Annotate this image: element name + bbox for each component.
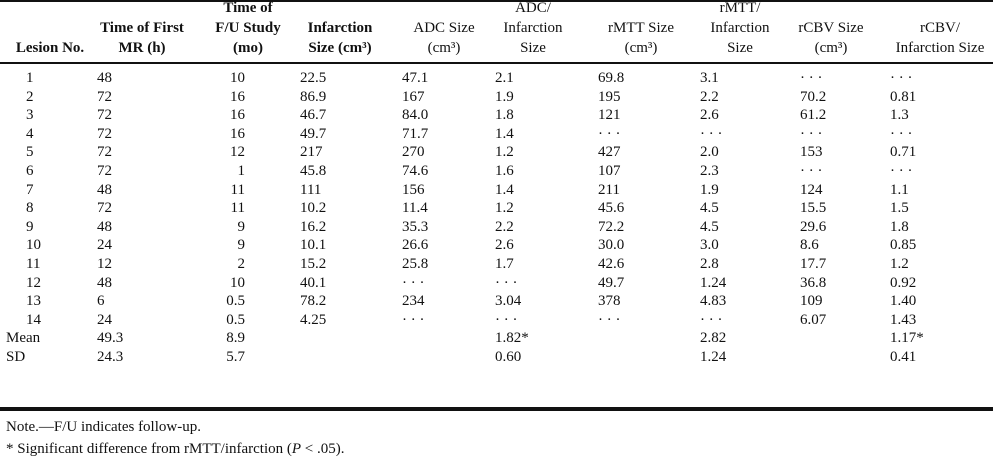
table-cell-r6-c2: 72 [97, 163, 112, 179]
table-cell-r2-c9: 70.2 [800, 88, 827, 105]
table-cell-r9-c9: 29.6 [800, 218, 827, 235]
column-header-5-line-2: ADC Size [413, 20, 475, 36]
table-cell-r9-c10: 1.8 [890, 218, 909, 235]
table-cell-r13-c7: 378 [598, 293, 621, 310]
table-cell-r10-c5: 26.6 [402, 237, 429, 254]
table-cell-r9-c8: 4.5 [700, 218, 719, 235]
table-cell-r8-c4: 10.2 [300, 200, 327, 217]
table-cell-r6-c1: 6 [26, 163, 34, 179]
table-cell-r13-c10: 1.40 [890, 293, 917, 310]
table-cell-r1-c1: 1 [26, 70, 34, 86]
table-cell-r13-c8: 4.83 [700, 293, 727, 310]
column-header-6-line-2: Infarction [503, 20, 563, 36]
table-cell-r14-c6: · · · [495, 311, 518, 328]
table-cell-r11-c9: 17.7 [800, 256, 827, 272]
table-cell-r7-c2: 48 [97, 181, 112, 198]
table-cell-r15-c1: Mean [6, 330, 41, 347]
table-cell-r14-c2: 24 [97, 311, 112, 328]
table-cell-r10-c3: 9 [237, 237, 245, 254]
table-cell-r2-c7: 195 [598, 88, 621, 105]
table-cell-r13-c1: 13 [26, 293, 41, 310]
table-cell-r5-c7: 427 [598, 144, 621, 161]
table-cell-r12-c5: · · · [402, 274, 425, 291]
column-header-8-line-1: rMTT/ [719, 0, 761, 16]
table-cell-r10-c1: 10 [26, 237, 41, 254]
table-cell-r4-c3: 16 [230, 125, 245, 142]
table-cell-r16-c1: SD [6, 349, 26, 365]
table-cell-r11-c6: 1.7 [495, 256, 514, 272]
table-cell-r13-c3: 0.5 [226, 293, 245, 310]
table-cell-r13-c2: 6 [97, 293, 105, 310]
table-cell-r3-c1: 3 [26, 107, 34, 124]
column-header-4-line-3: Size (cm³) [308, 40, 372, 56]
table-cell-r3-c5: 84.0 [402, 107, 429, 124]
table-cell-r10-c7: 30.0 [598, 237, 625, 254]
table-cell-r1-c9: · · · [800, 70, 823, 86]
table-cell-r15-c2: 49.3 [97, 330, 124, 347]
column-header-6-line-3: Size [520, 40, 546, 56]
table-cell-r13-c5: 234 [402, 293, 425, 310]
table-cell-r9-c6: 2.2 [495, 218, 514, 235]
table-cell-r5-c9: 153 [800, 144, 823, 161]
table-cell-r5-c5: 270 [402, 144, 425, 161]
table-cell-r9-c2: 48 [97, 218, 112, 235]
table-cell-r5-c3: 12 [230, 144, 245, 161]
table-cell-r2-c4: 86.9 [300, 88, 327, 105]
table-cell-r5-c4: 217 [300, 144, 323, 161]
table-cell-r6-c6: 1.6 [495, 163, 514, 179]
table-cell-r1-c3: 10 [230, 70, 245, 86]
table-cell-r7-c1: 7 [26, 181, 34, 198]
table-cell-r9-c3: 9 [237, 218, 245, 235]
table-cell-r7-c4: 111 [300, 181, 322, 198]
table-cell-r1-c10: · · · [890, 70, 913, 86]
table-cell-r2-c1: 2 [26, 88, 34, 105]
table-cell-r5-c10: 0.71 [890, 144, 917, 161]
table-cell-r6-c4: 45.8 [300, 163, 327, 179]
table-cell-r4-c9: · · · [800, 125, 823, 142]
table-cell-r3-c7: 121 [598, 107, 621, 124]
table-cell-r6-c5: 74.6 [402, 163, 429, 179]
table-cell-r12-c2: 48 [97, 274, 112, 291]
table-cell-r3-c2: 72 [97, 107, 112, 124]
table-cell-r14-c1: 14 [26, 311, 41, 328]
table-cell-r3-c10: 1.3 [890, 107, 909, 124]
table-cell-r8-c7: 45.6 [598, 200, 625, 217]
table-cell-r7-c6: 1.4 [495, 181, 514, 198]
table-cell-r10-c6: 2.6 [495, 237, 514, 254]
table-cell-r12-c6: · · · [495, 274, 518, 291]
column-header-9-line-2: rCBV Size [798, 20, 864, 36]
column-header-1-line-2: Lesion No. [15, 40, 85, 56]
table-cell-r4-c5: 71.7 [402, 125, 429, 142]
column-header-3-line-1: Time of [223, 0, 273, 16]
table-cell-r4-c6: 1.4 [495, 125, 514, 142]
table-cell-r1-c7: 69.8 [598, 70, 625, 86]
table-cell-r15-c8: 2.82 [700, 330, 727, 347]
table-cell-r11-c3: 2 [237, 256, 245, 272]
column-header-10-line-2: rCBV/ [919, 20, 960, 36]
column-header-10-line-3: Infarction Size [895, 40, 985, 56]
table-cell-r11-c5: 25.8 [402, 256, 429, 272]
table-cell-r2-c2: 72 [97, 88, 112, 105]
table-cell-r7-c3: 11 [230, 181, 245, 198]
column-header-7-line-3: (cm³) [624, 40, 658, 56]
table-cell-r5-c6: 1.2 [495, 144, 514, 161]
table-cell-r12-c1: 12 [26, 274, 41, 291]
column-header-9-line-3: (cm³) [814, 40, 848, 56]
table-cell-r8-c3: 11 [230, 200, 245, 217]
table-cell-r11-c4: 15.2 [300, 256, 327, 272]
table-cell-r11-c8: 2.8 [700, 256, 719, 272]
table-cell-r4-c8: · · · [700, 125, 723, 142]
table-cell-r1-c6: 2.1 [495, 70, 514, 86]
table-cell-r8-c5: 11.4 [402, 200, 428, 217]
table-cell-r5-c2: 72 [97, 144, 112, 161]
column-header-2-line-3: MR (h) [118, 40, 166, 56]
table-cell-r8-c1: 8 [26, 200, 34, 217]
table-cell-r10-c2: 24 [97, 237, 112, 254]
table-cell-r12-c7: 49.7 [598, 274, 625, 291]
table-cell-r9-c5: 35.3 [402, 218, 429, 235]
table-cell-r13-c9: 109 [800, 293, 823, 310]
table-cell-r8-c2: 72 [97, 200, 112, 217]
footnote-text: * Significant difference from rMTT/infarction (P < .05). [6, 441, 345, 457]
table-cell-r4-c7: · · · [598, 125, 621, 142]
table-note: Note.—F/U indicates follow-up. [6, 419, 201, 435]
table-cell-r4-c4: 49.7 [300, 125, 327, 142]
table-cell-r14-c8: · · · [700, 311, 723, 328]
column-header-7-line-2: rMTT Size [608, 20, 674, 36]
table-cell-r16-c8: 1.24 [700, 349, 727, 365]
table-cell-r6-c3: 1 [237, 163, 245, 179]
table-cell-r12-c4: 40.1 [300, 274, 327, 291]
column-header-3-line-2: F/U Study [215, 20, 281, 36]
table-cell-r12-c9: 36.8 [800, 274, 827, 291]
table-cell-r10-c4: 10.1 [300, 237, 327, 254]
table-cell-r15-c3: 8.9 [226, 330, 245, 347]
table-cell-r7-c9: 124 [800, 181, 823, 198]
table-cell-r3-c4: 46.7 [300, 107, 327, 124]
table-cell-r14-c9: 6.07 [800, 311, 827, 328]
table-cell-r6-c10: · · · [890, 163, 913, 179]
table-cell-r2-c6: 1.9 [495, 88, 514, 105]
table-cell-r8-c9: 15.5 [800, 200, 827, 217]
table-cell-r1-c2: 48 [97, 70, 112, 86]
table-cell-r14-c10: 1.43 [890, 311, 917, 328]
table-cell-r5-c1: 5 [26, 144, 34, 161]
table-cell-r16-c2: 24.3 [97, 349, 124, 365]
table-cell-r6-c8: 2.3 [700, 163, 719, 179]
table-cell-r1-c4: 22.5 [300, 70, 327, 86]
table-cell-r3-c3: 16 [230, 107, 245, 124]
table-cell-r14-c4: 4.25 [300, 311, 327, 328]
table-cell-r14-c3: 0.5 [226, 311, 245, 328]
table-cell-r11-c1: 11 [26, 256, 41, 272]
table-cell-r10-c8: 3.0 [700, 237, 719, 254]
table-cell-r15-c6: 1.82* [495, 330, 529, 347]
table-cell-r16-c6: 0.60 [495, 349, 522, 365]
table-cell-r1-c5: 47.1 [402, 70, 429, 86]
table-cell-r4-c10: · · · [890, 125, 913, 142]
table-cell-r13-c4: 78.2 [300, 293, 327, 310]
table-cell-r7-c8: 1.9 [700, 181, 719, 198]
table-cell-r12-c3: 10 [230, 274, 245, 291]
column-header-2-line-2: Time of First [100, 20, 184, 36]
table-cell-r2-c10: 0.81 [890, 88, 917, 105]
table-cell-r8-c8: 4.5 [700, 200, 719, 217]
table-cell-r2-c5: 167 [402, 88, 425, 105]
column-header-8-line-3: Size [727, 40, 753, 56]
table-cell-r7-c7: 211 [598, 181, 620, 198]
table-cell-r11-c10: 1.2 [890, 256, 909, 272]
column-header-5-line-3: (cm³) [427, 40, 461, 56]
table-cell-r9-c7: 72.2 [598, 218, 625, 235]
table-cell-r8-c6: 1.2 [495, 200, 514, 217]
table-cell-r4-c2: 72 [97, 125, 112, 142]
table-cell-r15-c10: 1.17* [890, 330, 924, 347]
table-cell-r3-c6: 1.8 [495, 107, 514, 124]
table-cell-r6-c7: 107 [598, 163, 621, 179]
table-cell-r6-c9: · · · [800, 163, 823, 179]
table-cell-r11-c7: 42.6 [598, 256, 625, 272]
table-cell-r1-c8: 3.1 [700, 70, 719, 86]
column-header-8-line-2: Infarction [710, 20, 770, 36]
table-cell-r7-c10: 1.1 [890, 181, 909, 198]
column-header-6-line-1: ADC/ [515, 0, 551, 16]
table-cell-r10-c9: 8.6 [800, 237, 819, 254]
table-cell-r10-c10: 0.85 [890, 237, 917, 254]
table-cell-r4-c1: 4 [26, 125, 34, 142]
table-cell-r14-c7: · · · [598, 311, 621, 328]
table-cell-r16-c10: 0.41 [890, 349, 917, 365]
table-cell-r5-c8: 2.0 [700, 144, 719, 161]
table-header-rule [0, 62, 993, 64]
table-cell-r9-c4: 16.2 [300, 218, 327, 235]
table-cell-r11-c2: 12 [97, 256, 112, 272]
table-cell-r2-c3: 16 [230, 88, 245, 105]
table-cell-r8-c10: 1.5 [890, 200, 909, 217]
table-cell-r13-c6: 3.04 [495, 293, 522, 310]
table-cell-r3-c8: 2.6 [700, 107, 719, 124]
table-cell-r16-c3: 5.7 [226, 349, 245, 365]
table-cell-r3-c9: 61.2 [800, 107, 827, 124]
table-bottom-rule [0, 407, 993, 411]
table-cell-r2-c8: 2.2 [700, 88, 719, 105]
table-cell-r9-c1: 9 [26, 218, 34, 235]
table-cell-r14-c5: · · · [402, 311, 425, 328]
column-header-4-line-2: Infarction [307, 20, 373, 36]
table-footnote [6, 440, 345, 458]
table-cell-r12-c8: 1.24 [700, 274, 727, 291]
table-cell-r12-c10: 0.92 [890, 274, 917, 291]
table-cell-r7-c5: 156 [402, 181, 425, 198]
column-header-3-line-3: (mo) [233, 40, 263, 56]
